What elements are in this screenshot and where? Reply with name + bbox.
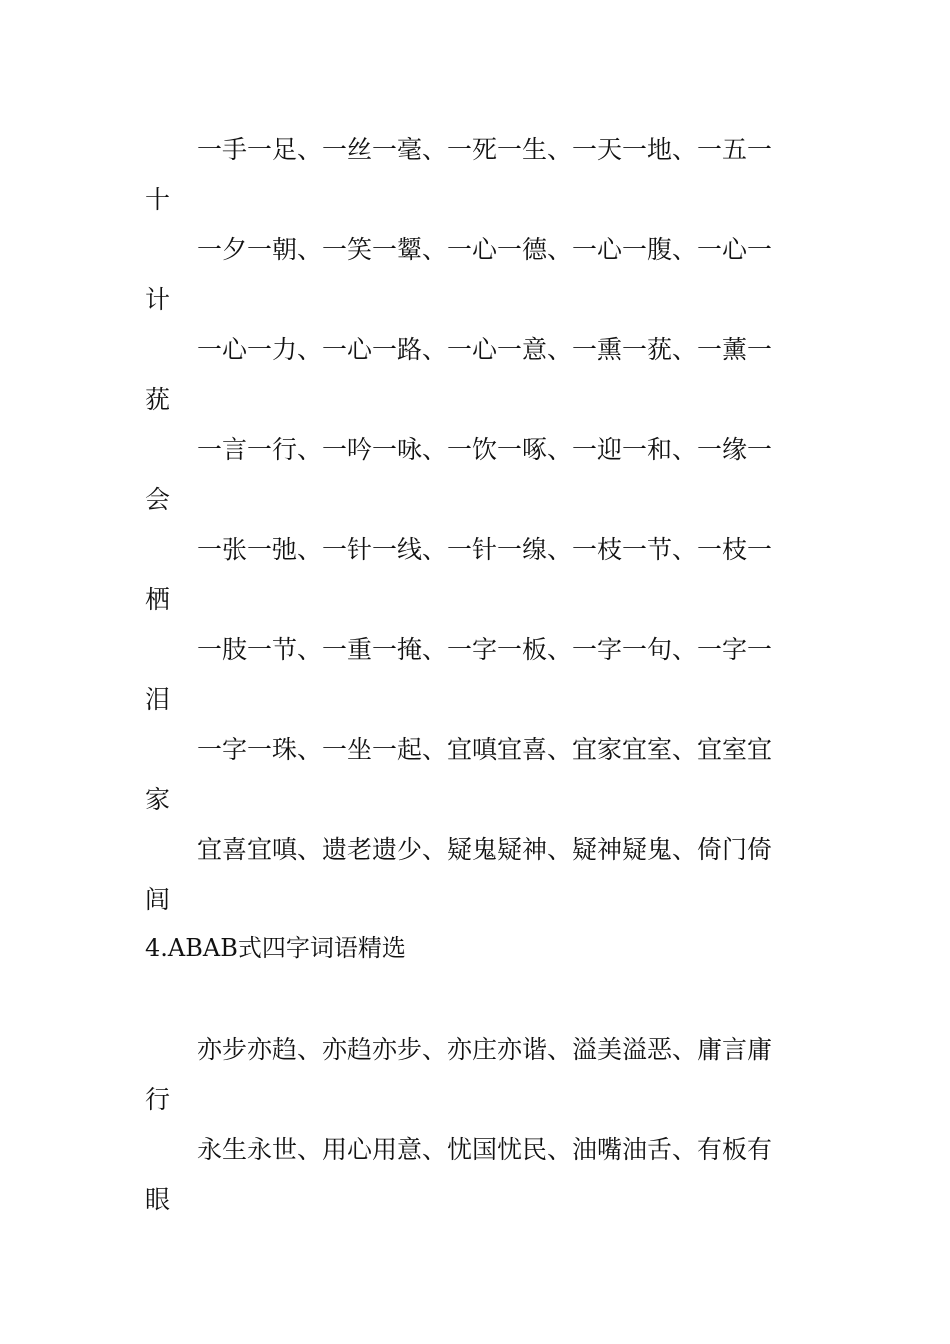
paragraph-continuation: 莸 (145, 385, 171, 414)
paragraph-line: 一手一足、一丝一毫、一死一生、一天一地、一五一 (197, 135, 773, 164)
paragraph-line: 一张一弛、一针一线、一针一缐、一枝一节、一枝一 (197, 535, 773, 564)
section-heading: 4.ABAB式四字词语精选 (145, 934, 406, 962)
paragraph-line: 永生永世、用心用意、忧国忧民、油嘴油舌、有板有 (197, 1135, 773, 1164)
paragraph-line: 一字一珠、一坐一起、宜嗔宜喜、宜家宜室、宜室宜 (197, 735, 773, 764)
paragraph-continuation: 闾 (145, 885, 171, 914)
paragraph-continuation: 计 (145, 285, 171, 314)
paragraph-continuation: 会 (145, 485, 171, 514)
paragraph-line: 宜喜宜嗔、遗老遗少、疑鬼疑神、疑神疑鬼、倚门倚 (197, 835, 773, 864)
paragraph-continuation: 行 (145, 1085, 171, 1114)
paragraph-line: 一肢一节、一重一掩、一字一板、一字一句、一字一 (197, 635, 773, 664)
paragraph-continuation: 家 (145, 785, 171, 814)
paragraph-continuation: 眼 (145, 1185, 171, 1214)
paragraph-continuation: 栖 (145, 585, 171, 614)
paragraph-continuation: 泪 (145, 685, 171, 714)
paragraph-line: 亦步亦趋、亦趋亦步、亦庄亦谐、溢美溢恶、庸言庸 (197, 1035, 773, 1064)
paragraph-line: 一心一力、一心一路、一心一意、一熏一莸、一薰一 (197, 335, 773, 364)
paragraph-line: 一夕一朝、一笑一颦、一心一德、一心一腹、一心一 (197, 235, 773, 264)
paragraph-continuation: 十 (145, 185, 171, 214)
paragraph-line: 一言一行、一吟一咏、一饮一啄、一迎一和、一缘一 (197, 435, 773, 464)
